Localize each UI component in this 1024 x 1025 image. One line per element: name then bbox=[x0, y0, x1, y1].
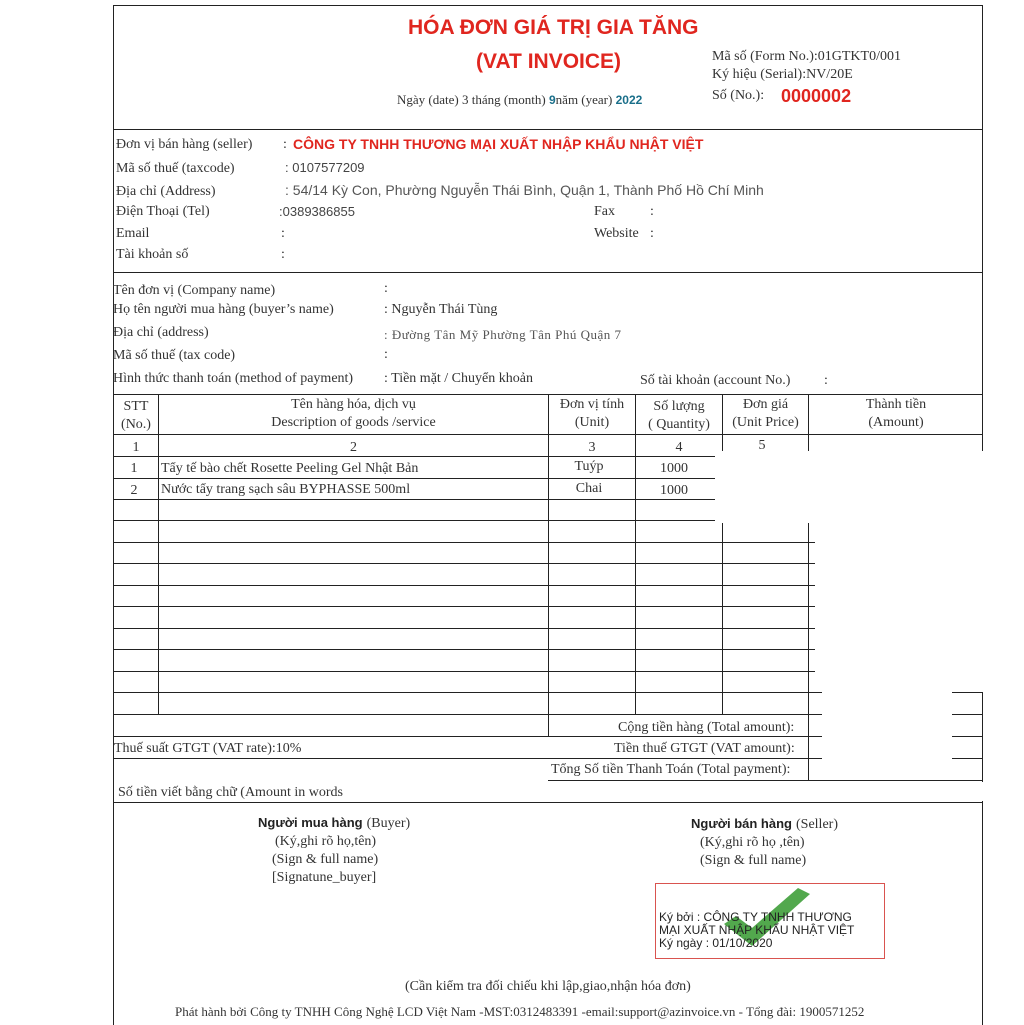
seller-sign-hint-en: (Sign & full name) bbox=[700, 853, 807, 868]
invoice-number-value: 0000002 bbox=[781, 86, 852, 106]
buyer-name-label: Họ tên người mua hàng (buyer’s name) bbox=[113, 302, 334, 317]
row-unit: Tuýp bbox=[574, 459, 604, 474]
row-border bbox=[548, 780, 983, 781]
footer-issuer: Phát hành bởi Công ty TNHH Công Nghệ LCD Việt Nam -MST:0312483391 -email:support@azinvoice.vn - Tổng đài: 1900571252 bbox=[175, 1004, 865, 1019]
row-description: Nước tẩy trang sạch sâu BYPHASSE 500ml bbox=[161, 482, 411, 497]
col-header-no: STT (No.) bbox=[121, 399, 151, 432]
seller-tax-value: : 0107577209 bbox=[285, 160, 365, 175]
buyer-company-label: Tên đơn vị (Company name) bbox=[113, 283, 276, 298]
divider bbox=[113, 129, 983, 130]
index-cell: 2 bbox=[350, 440, 357, 455]
buyer-account-label: Số tài khoản (account No.) bbox=[640, 373, 791, 388]
year-value: 2022 bbox=[615, 93, 643, 107]
redacted-area bbox=[655, 782, 983, 801]
buyer-signature-title: Người mua hàng (Buyer) bbox=[258, 815, 411, 831]
total-amount-label: Cộng tiền hàng (Total amount): bbox=[618, 720, 795, 735]
buyer-sign-hint-en: (Sign & full name) bbox=[272, 852, 379, 867]
stamp-line-3: Ký ngày : 01/10/2020 bbox=[659, 936, 773, 950]
digital-signature-stamp bbox=[655, 883, 885, 959]
date-label-2: năm (year) bbox=[555, 92, 613, 107]
redacted-area bbox=[715, 451, 983, 523]
col-header-unit-price: Đơn giá (Unit Price) bbox=[732, 397, 799, 430]
footer-note: (Cần kiểm tra đối chiếu khi lập,giao,nhận hóa đơn) bbox=[405, 979, 691, 994]
vat-amount-label: Tiền thuế GTGT (VAT amount): bbox=[614, 741, 795, 756]
colon: : bbox=[824, 373, 828, 388]
buyer-name-value: : Nguyễn Thái Tùng bbox=[384, 302, 498, 317]
seller-signature-title: Người bán hàng (Seller) bbox=[691, 816, 838, 832]
index-cell: 4 bbox=[675, 440, 683, 455]
seller-name-value: CÔNG TY TNHH THƯƠNG MẠI XUẤT NHẬP KHẨU NHẬT VIỆT bbox=[293, 136, 704, 152]
colon: : bbox=[650, 226, 654, 241]
form-number: Mã số (Form No.):01GTKT0/001 bbox=[712, 49, 901, 64]
date-line bbox=[397, 92, 642, 108]
date-label-1: Ngày (date) 3 tháng (month) bbox=[397, 92, 546, 107]
colon: : bbox=[281, 247, 285, 262]
redacted-area bbox=[815, 520, 983, 692]
amount-in-words-label: Số tiền viết bằng chữ (Amount in words bbox=[118, 785, 343, 800]
seller-fax-label: Fax bbox=[594, 204, 615, 219]
row-quantity: 1000 bbox=[660, 483, 688, 498]
col-header-description: Tên hàng hóa, dịch vụ Description of goods /service bbox=[271, 397, 436, 430]
seller-website-label: Website bbox=[594, 226, 639, 241]
redacted-area bbox=[822, 690, 952, 780]
colon: : bbox=[650, 204, 654, 219]
col-header-amount: Thành tiền (Amount) bbox=[865, 397, 927, 430]
seller-tax-label: Mã số thuế (taxcode) bbox=[116, 161, 235, 176]
invoice-number-label: Số (No.): bbox=[712, 88, 765, 103]
seller-tel-label: Điện Thoại (Tel) bbox=[116, 204, 210, 219]
stamp-line-1: Ký bởi : CÔNG TY TNHH THƯƠNG bbox=[659, 910, 852, 924]
buyer-tax-label: Mã số thuế (tax code) bbox=[113, 348, 236, 363]
seller-email-label: Email bbox=[116, 226, 150, 241]
buyer-address-value: : Đường Tân Mỹ Phường Tân Phú Quận 7 bbox=[384, 327, 622, 342]
index-cell: 1 bbox=[132, 440, 140, 455]
divider bbox=[113, 272, 983, 273]
col-header-quantity: Số lượng ( Quantity) bbox=[648, 399, 710, 432]
row-description: Tẩy tế bào chết Rosette Peeling Gel Nhật Bản bbox=[161, 461, 419, 476]
buyer-sign-hint: (Ký,ghi rõ họ,tên) bbox=[275, 834, 377, 849]
stamp-line-2: MẠI XUẤT NHẬP KHẨU NHẬT VIỆT bbox=[659, 923, 855, 937]
row-unit: Chai bbox=[575, 481, 603, 496]
colon: : bbox=[384, 347, 388, 362]
col-header-unit: Đơn vị tính (Unit) bbox=[559, 397, 625, 430]
index-cell: 5 bbox=[758, 438, 766, 451]
payment-method-label: Hình thức thanh toán (method of payment) bbox=[113, 371, 354, 386]
seller-address-label: Địa chỉ (Address) bbox=[116, 184, 216, 199]
colon: : bbox=[283, 137, 287, 152]
serial-number: Ký hiệu (Serial):NV/20E bbox=[712, 67, 853, 82]
invoice-title-vn: HÓA ĐƠN GIÁ TRỊ GIA TĂNG bbox=[408, 16, 699, 39]
seller-address-value: : 54/14 Kỳ Con, Phường Nguyễn Thái Bình, Quận 1, Thành Phố Hồ Chí Minh bbox=[285, 182, 764, 198]
seller-tel-value: :0389386855 bbox=[279, 204, 355, 219]
colon: : bbox=[281, 226, 285, 241]
row-quantity: 1000 bbox=[660, 461, 688, 476]
row-border bbox=[113, 802, 983, 803]
row-number: 2 bbox=[130, 483, 138, 498]
colon: : bbox=[384, 281, 388, 296]
total-payment-label: Tổng Số tiền Thanh Toán (Total payment): bbox=[551, 762, 791, 777]
seller-name-label: Đơn vị bán hàng (seller) bbox=[116, 137, 253, 152]
invoice-title-en: (VAT INVOICE) bbox=[476, 50, 622, 73]
row-number: 1 bbox=[130, 461, 138, 476]
seller-sign-hint: (Ký,ghi rõ họ ,tên) bbox=[700, 835, 805, 850]
month-value: 9 bbox=[548, 93, 556, 107]
vat-rate-label: Thuế suất GTGT (VAT rate):10% bbox=[114, 741, 302, 756]
seller-account-label: Tài khoản số bbox=[116, 247, 189, 262]
payment-method-value: : Tiền mặt / Chuyển khoản bbox=[384, 371, 533, 386]
buyer-address-label: Địa chỉ (address) bbox=[113, 325, 209, 340]
buyer-signature-placeholder: [Signatune_buyer] bbox=[272, 870, 377, 885]
index-cell: 3 bbox=[588, 440, 596, 455]
